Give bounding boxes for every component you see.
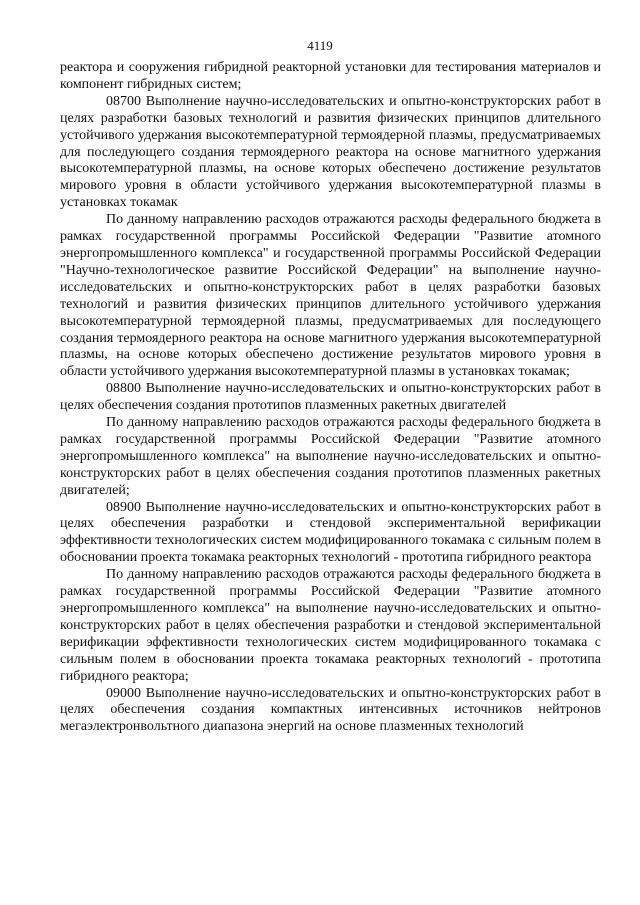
paragraph-continuation: реактора и сооружения гибридной реакторной установки для тестирования материалов и компонент гибридных систем;	[60, 60, 601, 92]
paragraph-08800-description: По данному направлению расходов отражаются расходы федерального бюджета в рамках государственной программы Российской Федерации "Развитие атомного энергопромышленного комплекса" на выполнение научно-исследовательских и опытно-конструкторских работ в целях обеспечения создания прототипов плазменных ракетных двигателей;	[60, 415, 601, 498]
document-body	[60, 60, 601, 736]
paragraph-08700-description: По данному направлению расходов отражаются расходы федерального бюджета в рамках государственной программы Российской Федерации "Развитие атомного энергопромышленного комплекса" и государственной программы Российской Федерации "Научно-технологическое развитие Российской Федерации" на выполнение научно-исследовательских и опытно-конструкторских работ в целях разработки базовых технологий и развития физических принципов длительного устойчивого удержания высокотемпературной термоядерной плазмы, предусматриваемых для последующего создания термоядерного реактора на основе магнитного удержания высокотемпературной плазмы, на основе которых обеспечено достижение результатов мирового уровня в области устойчивого удержания высокотемпературной плазмы в установках токамак;	[60, 212, 601, 380]
paragraph-08900-heading: 08900 Выполнение научно-исследовательских и опытно-конструкторских работ в целях обеспечения разработки и стендовой экспериментальной верификации эффективности технологических систем модифицированного токамака с сильным полем в обосновании проекта токамака реакторных технологий - прототипа гибридного реактора	[60, 499, 601, 566]
page-number: 4119	[307, 38, 333, 53]
paragraph-09000-heading: 09000 Выполнение научно-исследовательских и опытно-конструкторских работ в целях обеспечения создания компактных интенсивных источников нейтронов мегаэлектронвольтного диапазона энергий на основе плазменных технологий	[60, 685, 601, 735]
paragraph-08800-heading: 08800 Выполнение научно-исследовательских и опытно-конструкторских работ в целях обеспечения создания прототипов плазменных ракетных двигателей	[60, 381, 601, 414]
paragraph-08900-description: По данному направлению расходов отражаются расходы федерального бюджета в рамках государственной программы Российской Федерации "Развитие атомного энергопромышленного комплекса" на выполнение научно-исследовательских и опытно-конструкторских работ в целях обеспечения разработки и стендовой экспериментальной верификации эффективности технологических систем модифицированного токамака с сильным полем в обосновании проекта токамака реакторных технологий - прототипа гибридного реактора;	[60, 567, 601, 684]
paragraph-08700-heading: 08700 Выполнение научно-исследовательских и опытно-конструкторских работ в целях разработки базовых технологий и развития физических принципов длительного устойчивого удержания высокотемпературной термоядерной плазмы, предусматриваемых для последующего создания термоядерного реактора на основе магнитного удержания высокотемпературной плазмы, на основе которых обеспечено достижение результатов мирового уровня в области устойчивого удержания высокотемпературной плазмы в установках токамак	[60, 93, 601, 211]
